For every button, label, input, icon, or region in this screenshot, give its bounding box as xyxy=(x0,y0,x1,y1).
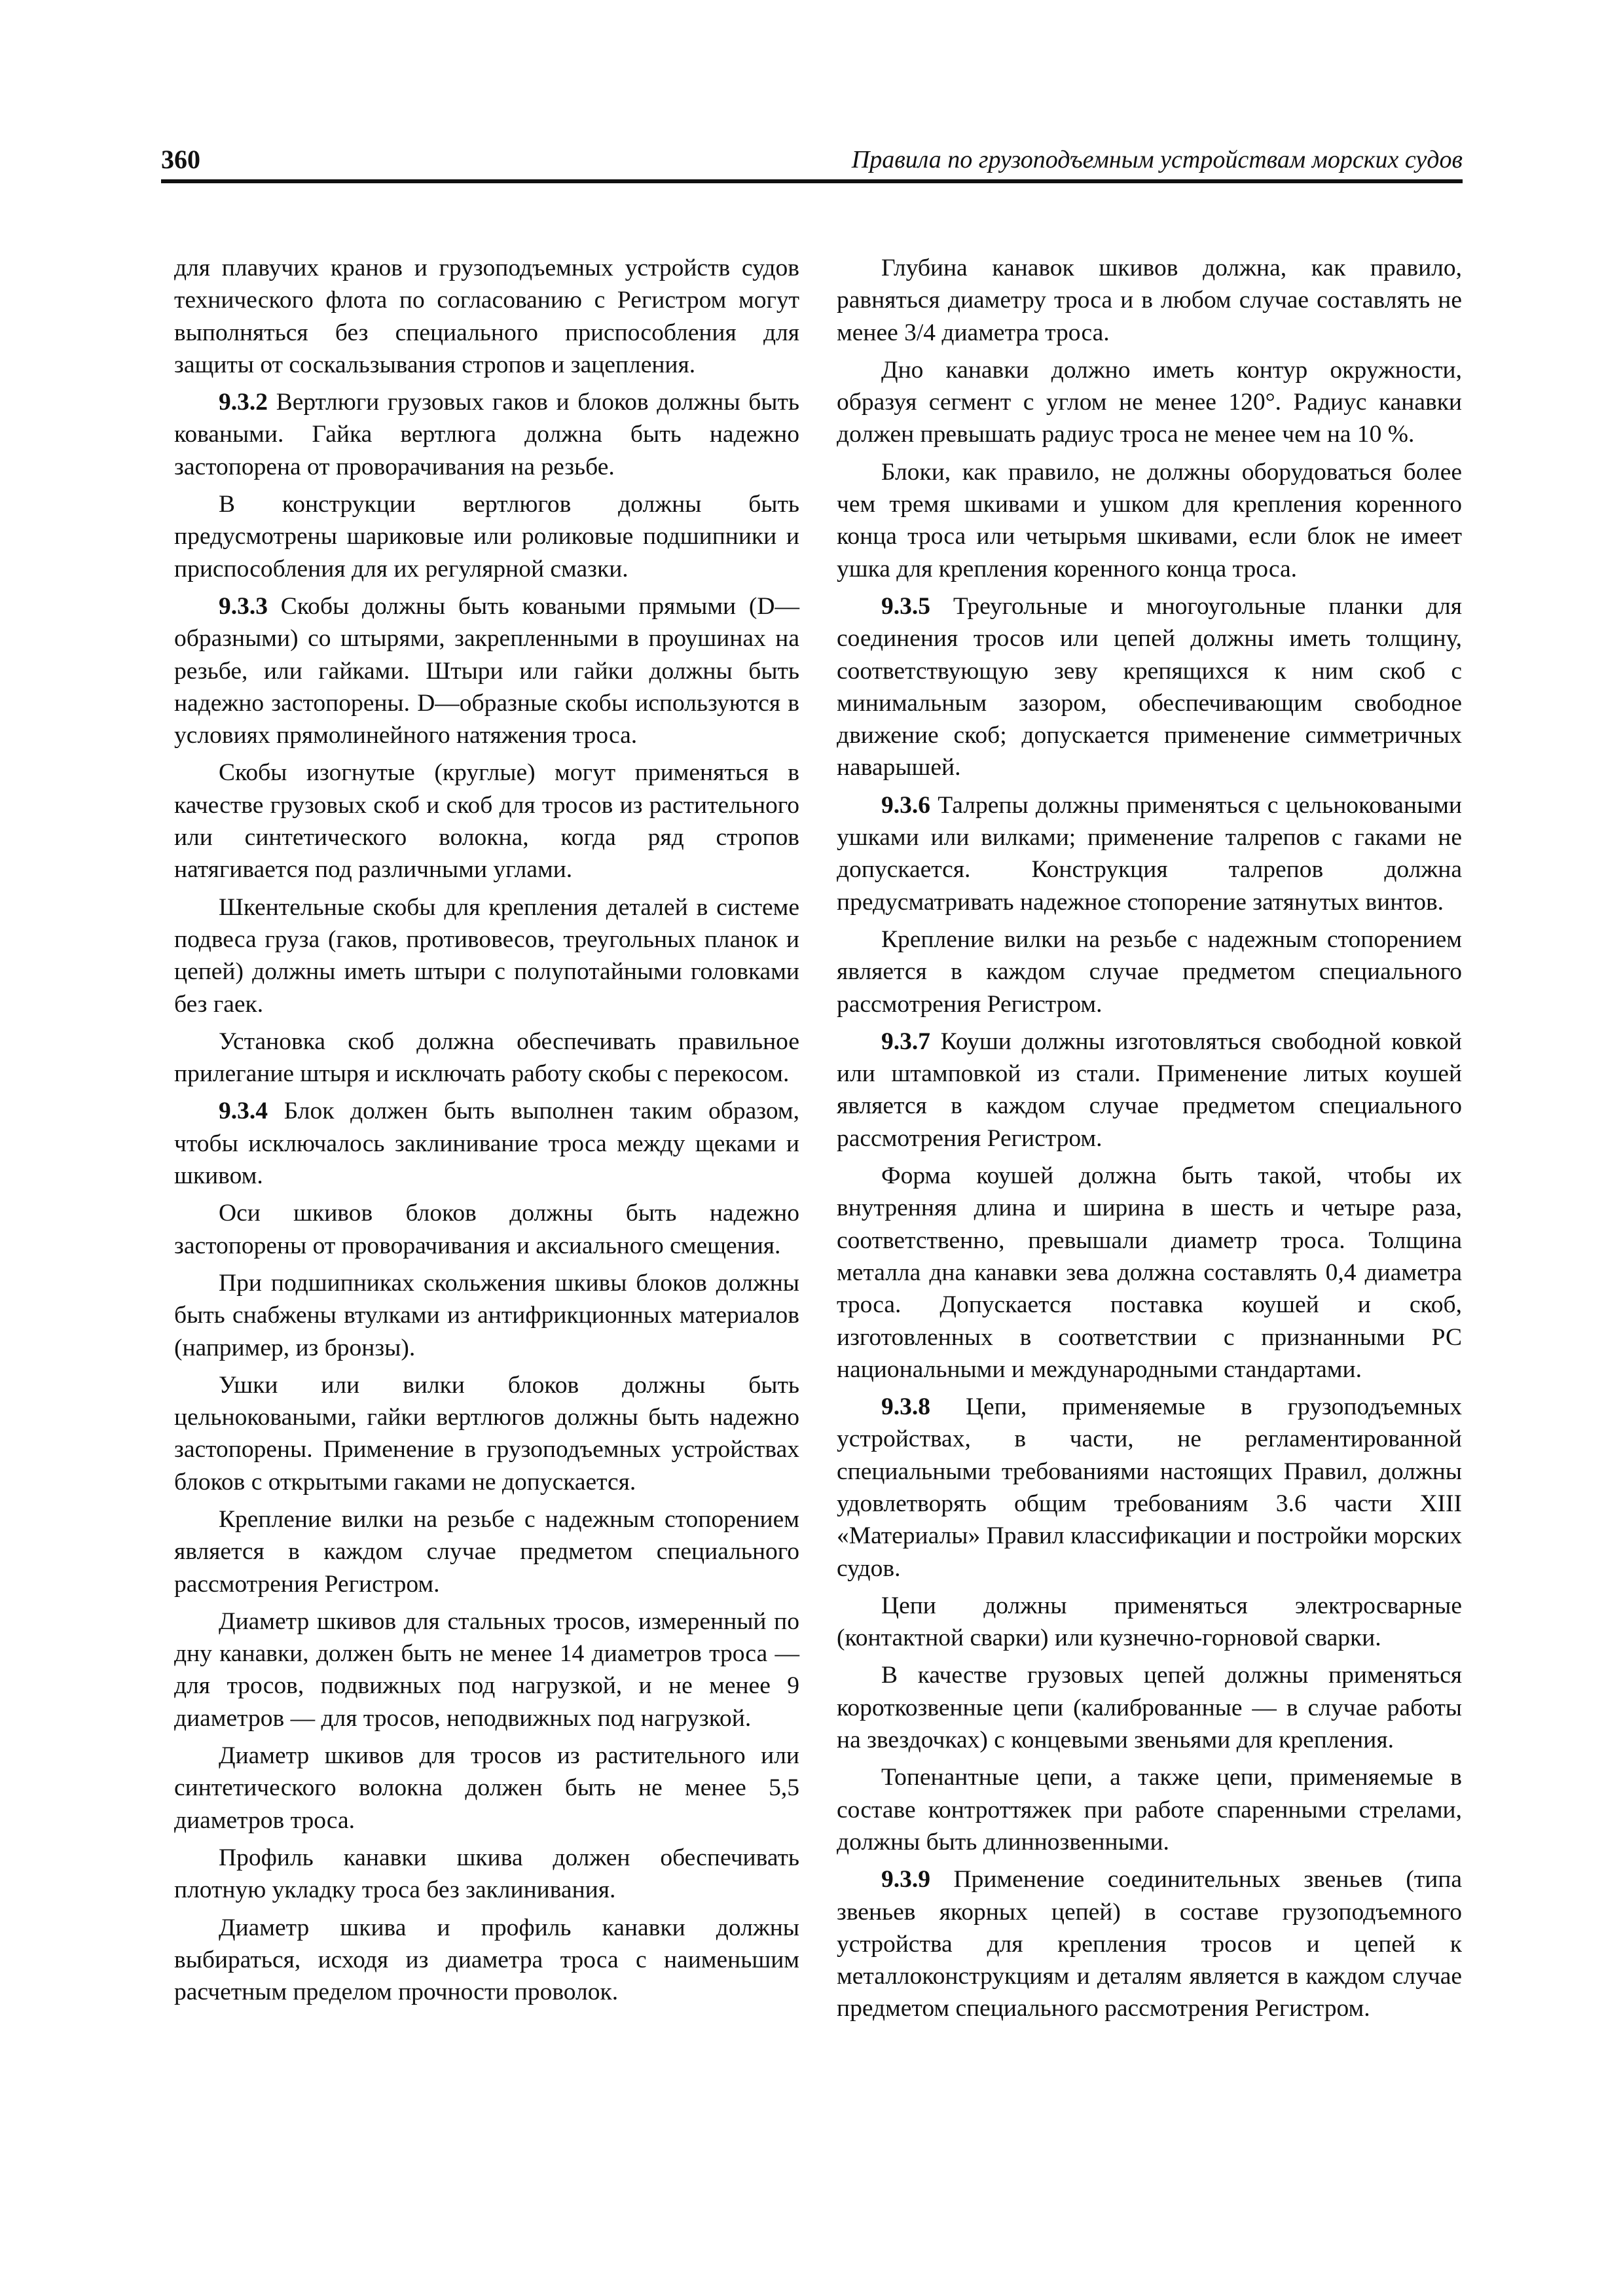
paragraph-text: Скобы изогнутые (круглые) могут применяться в качестве грузовых скоб и скоб для тросов из растительного или синтетического волокна, когда ряд стропов натягивается под различными углами. xyxy=(174,759,799,884)
paragraph xyxy=(174,1740,799,1837)
paragraph xyxy=(174,1912,799,2009)
section-number: 9.3.7 xyxy=(881,1028,930,1055)
paragraph-text: Коуши должны изготовляться свободной ковкой или штамповкой из стали. Применение литых коушей является в каждом случае предметом специального рассмотрения Регистром. xyxy=(837,1028,1462,1152)
paragraph xyxy=(837,1659,1462,1756)
paragraph-text: Крепление вилки на резьбе с надежным стопорением является в каждом случае предметом специального рассмотрения Регистром. xyxy=(837,925,1462,1018)
paragraph-text: Цепи должны применяться электросварные (контактной сварки) или кузнечно-горновой сварки. xyxy=(837,1592,1462,1652)
paragraph-text: Вертлюги грузовых гаков и блоков должны быть коваными. Гайка вертлюга должна быть надежно застопорена от проворачивания на резьбе. xyxy=(174,389,799,480)
paragraph-text: Форма коушей должна быть такой, чтобы их внутренняя длина и ширина в шесть и четыре раза, соответственно, превышали диаметр троса. Толщина металла дна канавки зева должна составлять 0,4 диаметра троса. Допускается поставка коушей и скоб, изготовленных в соответствии с признанными РС национальными и международными стандартами. xyxy=(837,1162,1462,1383)
paragraph-text: При подшипниках скольжения шкивы блоков должны быть снабжены втулками из антифрикционных материалов (например, из бронзы). xyxy=(174,1269,799,1361)
paragraph xyxy=(174,1369,799,1498)
paragraph xyxy=(837,924,1462,1020)
paragraph-text: Крепление вилки на резьбе с надежным стопорением является в каждом случае предметом специального рассмотрения Регистром. xyxy=(174,1505,799,1598)
paragraph-text: Профиль канавки шкива должен обеспечивать плотную укладку троса без заклинивания. xyxy=(174,1844,799,1904)
paragraph xyxy=(174,1267,799,1364)
paragraph xyxy=(837,252,1462,349)
section-number: 9.3.2 xyxy=(219,389,268,416)
section-number: 9.3.9 xyxy=(881,1866,930,1893)
running-title: Правила по грузоподъемным устройствам морских судов xyxy=(851,146,1463,173)
paragraph-text: Диаметр шкива и профиль канавки должны выбираться, исходя из диаметра троса с наименьшим расчетным пределом прочности проволок. xyxy=(174,1914,799,2006)
paragraph xyxy=(837,1761,1462,1858)
paragraph xyxy=(837,1590,1462,1655)
paragraph xyxy=(837,1863,1462,2024)
paragraph-text: Блоки, как правило, не должны оборудоваться более чем тремя шкивами и ушком для крепления коренного конца троса или четырьмя шкивами, если блок не имеет ушка для крепления коренного конца троса. xyxy=(837,458,1462,583)
paragraph xyxy=(837,456,1462,585)
paragraph-text: Ушки или вилки блоков должны быть цельноковаными, гайки вертлюгов должны быть надежно застопорены. Применение в грузоподъемных устройствах блоков с открытыми гаками не допускается. xyxy=(174,1371,799,1496)
section-number: 9.3.6 xyxy=(881,791,930,819)
paragraph xyxy=(174,1026,799,1090)
paragraph-text: Блок должен быть выполнен таким образом, чтобы исключалось заклинивание троса между щеками и шкивом. xyxy=(174,1098,799,1190)
paragraph xyxy=(174,1197,799,1262)
paragraph xyxy=(174,757,799,886)
page-header xyxy=(161,143,1463,183)
paragraph xyxy=(174,590,799,751)
paragraph-text: Диаметр шкивов для стальных тросов, измеренный по дну канавки, должен быть не менее 14 диаметров троса — для тросов, подвижных под нагрузкой, и не менее 9 диаметров — для тросов, неподвижных под нагрузкой. xyxy=(174,1607,799,1732)
paragraph xyxy=(174,386,799,483)
paragraph xyxy=(837,1026,1462,1155)
paragraph xyxy=(174,1842,799,1907)
paragraph xyxy=(174,488,799,585)
paragraph xyxy=(837,1160,1462,1386)
paragraph-text: В качестве грузовых цепей должны применяться короткозвенные цепи (калиброванные — в случае работы на звездочках) с концевыми звеньями для крепления. xyxy=(837,1662,1462,1754)
paragraph-text: В конструкции вертлюгов должны быть предусмотрены шариковые или роликовые подшипники и приспособления для их регулярной смазки. xyxy=(174,491,799,583)
paragraph-text: Треугольные и многоугольные планки для соединения тросов или цепей должны иметь толщину, соответствующую зеву крепящихся к ним скоб с минимальным зазором, обеспечивающим свободное движение скоб; допускается применение симметричных наварышей. xyxy=(837,592,1462,781)
paragraph-text: Скобы должны быть коваными прямыми (D—образными) со штырями, закрепленными в проушинах на резьбе, или гайками. Штыри или гайки должны быть надежно застопорены. D—образные скобы используются в условиях прямолинейного натяжения троса. xyxy=(174,592,799,749)
section-number: 9.3.5 xyxy=(881,592,930,620)
paragraph-text: Глубина канавок шкивов должна, как правило, равняться диаметру троса и в любом случае составлять не менее 3/4 диаметра троса. xyxy=(837,255,1462,346)
left-column xyxy=(174,252,799,2013)
paragraph-text: Установка скоб должна обеспечивать правильное прилегание штыря и исключать работу скобы с перекосом. xyxy=(174,1028,799,1088)
paragraph xyxy=(174,1503,799,1600)
paragraph-text: Шкентельные скобы для крепления деталей в системе подвеса груза (гаков, противовесов, треугольных планок и цепей) должны иметь штыри с полупотайными головками без гаек. xyxy=(174,893,799,1018)
paragraph-text: Топенантные цепи, а также цепи, применяемые в составе контроттяжек при работе спаренными стрелами, должны быть длиннозвенными. xyxy=(837,1764,1462,1856)
paragraph-text: Оси шкивов блоков должны быть надежно застопорены от проворачивания и аксиального смещения. xyxy=(174,1200,799,1259)
paragraph xyxy=(174,891,799,1020)
paragraph-text: Диаметр шкивов для тросов из растительного или синтетического волокна должен быть не менее 5,5 диаметров троса. xyxy=(174,1742,799,1834)
paragraph xyxy=(174,252,799,381)
paragraph xyxy=(174,1605,799,1734)
paragraph-text: Цепи, применяемые в грузоподъемных устройствах, в части, не регламентированной специальными требованиями настоящих Правил, должны удовлетворять общим требованиям 3.6 части XIII «Материалы» Правил классификации и постройки морских судов. xyxy=(837,1393,1462,1582)
paragraph xyxy=(837,789,1462,918)
paragraph-text: Дно канавки должно иметь контур окружности, образуя сегмент с углом не менее 120°. Радиус канавки должен превышать радиус троса не менее чем на 10 %. xyxy=(837,356,1462,448)
paragraph xyxy=(837,1391,1462,1585)
right-column xyxy=(837,252,1462,2030)
paragraph xyxy=(174,1095,799,1192)
paragraph-text: Талрепы должны применяться с цельноковаными ушками или вилками; применение талрепов с гаками не допускается. Конструкция талрепов должна предусматривать надежное стопорение затянутых винтов. xyxy=(837,791,1462,916)
paragraph xyxy=(837,354,1462,451)
section-number: 9.3.4 xyxy=(219,1098,268,1125)
section-number: 9.3.8 xyxy=(881,1393,930,1421)
paragraph xyxy=(837,590,1462,784)
page-number: 360 xyxy=(161,145,200,174)
paragraph-text: для плавучих кранов и грузоподъемных устройств судов технического флота по согласованию с Регистром могут выполняться без специального приспособления для защиты от соскальзывания стропов и зацепления. xyxy=(174,255,799,378)
section-number: 9.3.3 xyxy=(219,592,268,620)
paragraph-text: Применение соединительных звеньев (типа звеньев якорных цепей) в составе грузоподъемного устройства для крепления тросов и цепей к металлоконструкциям и деталям является в каждом случае предметом специального рассмотрения Регистром. xyxy=(837,1866,1462,2022)
